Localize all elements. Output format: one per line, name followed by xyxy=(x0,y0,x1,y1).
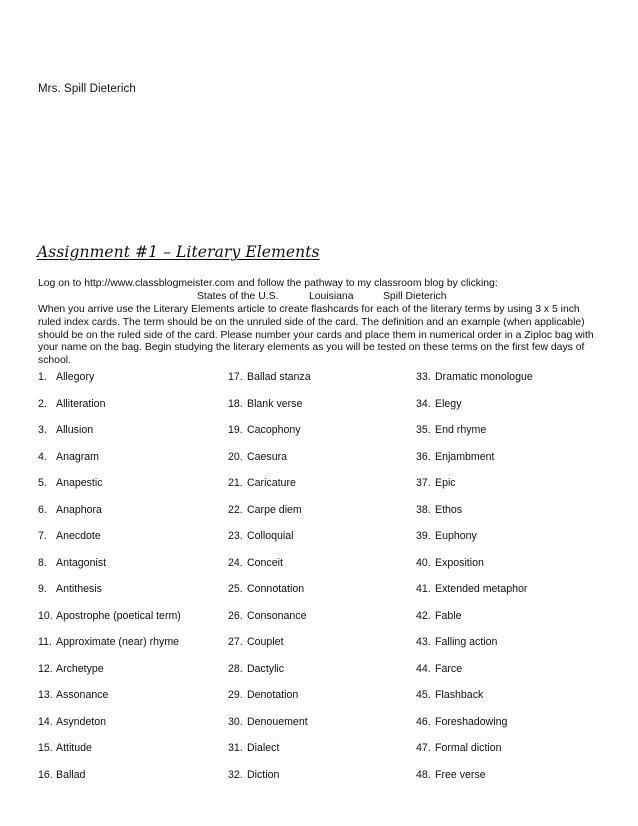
term-list-item xyxy=(38,420,181,447)
term-label: Antithesis xyxy=(56,583,102,595)
term-list-item xyxy=(416,553,533,580)
term-number: 3. xyxy=(38,424,47,436)
term-label: Denotation xyxy=(247,689,299,701)
term-number: 21. xyxy=(228,477,243,489)
term-list-item xyxy=(416,473,533,500)
term-label: Caricature xyxy=(247,477,296,489)
term-label: Farce xyxy=(435,662,463,675)
term-list-item xyxy=(38,685,181,712)
term-label: Dactylic xyxy=(247,662,285,675)
pathway xyxy=(197,291,447,304)
term-number: 4. xyxy=(38,450,47,463)
term-label: Ballad xyxy=(56,768,86,781)
term-label: Anecdote xyxy=(56,530,101,542)
term-label: Allegory xyxy=(56,371,95,383)
term-list-item xyxy=(416,394,533,421)
term-number: 36. xyxy=(416,450,431,463)
term-list-item xyxy=(38,659,181,686)
term-label: Fable xyxy=(435,609,462,622)
instructions: When you arrive use the Literary Elements article to create flashcards for each of the literary terms by using 3 x 5 inch ruled index cards. The term should be on the unruled side of the card. The definition and an example (when applicable) should be on the ruled side of the card. Please number your cards and place them in numerical order in a Ziploc bag with your name on the bag. Begin studying the literary elements as you will be tested on these terms on the first few days of school. xyxy=(38,304,594,367)
term-number: 8. xyxy=(38,556,47,569)
term-label: Dramatic monologue xyxy=(435,371,533,383)
term-list-item xyxy=(228,632,311,659)
term-list-item xyxy=(38,526,181,553)
term-number: 45. xyxy=(416,689,431,701)
term-label: Ethos xyxy=(435,503,463,516)
pathway-step-louisiana: Louisiana xyxy=(309,291,354,302)
term-number: 6. xyxy=(38,503,47,516)
term-number: 12. xyxy=(38,662,53,675)
term-label: Diction xyxy=(247,768,280,781)
term-number: 2. xyxy=(38,397,47,410)
term-list-item xyxy=(228,367,311,394)
term-number: 37. xyxy=(416,477,431,489)
term-list-item xyxy=(228,394,311,421)
term-number: 34. xyxy=(416,397,431,410)
term-number: 5. xyxy=(38,477,47,489)
term-list-item xyxy=(228,447,311,474)
assignment-title: Assignment #1 – Literary Elements xyxy=(37,243,320,261)
term-number: 26. xyxy=(228,609,243,622)
term-list-item xyxy=(416,712,533,739)
term-number: 7. xyxy=(38,530,47,542)
term-number: 33. xyxy=(416,371,431,383)
term-label: Consonance xyxy=(247,609,307,622)
term-list-item xyxy=(38,367,181,394)
term-label: End rhyme xyxy=(435,424,487,436)
term-number: 16. xyxy=(38,768,53,781)
term-number: 9. xyxy=(38,583,47,595)
term-label: Extended metaphor xyxy=(435,583,528,595)
term-number: 20. xyxy=(228,450,243,463)
term-number: 43. xyxy=(416,636,431,648)
term-list-item xyxy=(416,632,533,659)
term-label: Assonance xyxy=(56,689,109,701)
term-list-item xyxy=(38,553,181,580)
term-number: 22. xyxy=(228,503,243,516)
term-label: Formal diction xyxy=(435,742,502,754)
term-list-item xyxy=(416,447,533,474)
term-number: 42. xyxy=(416,609,431,622)
term-number: 46. xyxy=(416,715,431,728)
term-list-item xyxy=(228,712,311,739)
term-label: Denouement xyxy=(247,715,308,728)
term-list-item xyxy=(228,685,311,712)
term-list-item xyxy=(38,500,181,527)
term-number: 15. xyxy=(38,742,53,754)
term-list-item xyxy=(416,500,533,527)
term-number: 30. xyxy=(228,715,243,728)
term-number: 27. xyxy=(228,636,243,648)
term-list-item xyxy=(416,420,533,447)
term-list-item xyxy=(416,659,533,686)
term-label: Colloquial xyxy=(247,530,294,542)
term-list-item xyxy=(38,738,181,765)
term-label: Enjambment xyxy=(435,450,495,463)
term-number: 41. xyxy=(416,583,431,595)
term-label: Couplet xyxy=(247,636,284,648)
term-label: Connotation xyxy=(247,583,305,595)
term-label: Exposition xyxy=(435,556,484,569)
term-list-item xyxy=(228,659,311,686)
term-label: Elegy xyxy=(435,397,462,410)
term-number: 11. xyxy=(38,636,52,648)
term-list-item xyxy=(228,553,311,580)
term-number: 24. xyxy=(228,556,243,569)
term-list-item xyxy=(416,738,533,765)
term-label: Anapestic xyxy=(56,477,103,489)
term-label: Asyndeton xyxy=(56,715,107,728)
term-number: 18. xyxy=(228,397,243,410)
term-list-item xyxy=(38,712,181,739)
term-list-item xyxy=(38,473,181,500)
pathway-step-states: States of the U.S. xyxy=(197,291,279,302)
term-label: Conceit xyxy=(247,556,283,569)
term-list-item xyxy=(38,632,181,659)
term-number: 14. xyxy=(38,715,53,728)
term-list-item xyxy=(228,765,311,792)
term-label: Approximate (near) rhyme xyxy=(56,636,180,648)
term-number: 44. xyxy=(416,662,431,675)
term-label: Falling action xyxy=(435,636,498,648)
term-label: Antagonist xyxy=(56,556,107,569)
term-number: 19. xyxy=(228,424,243,436)
term-number: 38. xyxy=(416,503,431,516)
terms-column-2 xyxy=(228,367,311,791)
term-label: Epic xyxy=(435,477,456,489)
term-number: 39. xyxy=(416,530,431,542)
term-number: 40. xyxy=(416,556,431,569)
term-list-item xyxy=(38,765,181,792)
term-number: 1. xyxy=(38,371,47,383)
term-number: 29. xyxy=(228,689,243,701)
term-label: Euphony xyxy=(435,530,477,542)
term-label: Caesura xyxy=(247,450,288,463)
term-number: 25. xyxy=(228,583,243,595)
term-number: 32. xyxy=(228,768,243,781)
term-label: Free verse xyxy=(435,768,486,781)
term-list-item xyxy=(228,473,311,500)
term-label: Attitude xyxy=(56,742,92,754)
term-list-item xyxy=(228,500,311,527)
term-label: Blank verse xyxy=(247,397,303,410)
term-list-item xyxy=(416,685,533,712)
term-list-item xyxy=(416,765,533,792)
term-list-item xyxy=(228,606,311,633)
term-list-item xyxy=(38,447,181,474)
term-number: 28. xyxy=(228,662,243,675)
term-label: Archetype xyxy=(56,662,104,675)
term-list-item xyxy=(416,606,533,633)
term-number: 10. xyxy=(38,609,53,622)
term-label: Cacophony xyxy=(247,424,301,436)
term-number: 23. xyxy=(228,530,243,542)
term-label: Alliteration xyxy=(56,397,106,410)
term-number: 17. xyxy=(228,371,243,383)
term-label: Carpe diem xyxy=(247,503,302,516)
term-number: 31. xyxy=(228,742,243,754)
term-list-item xyxy=(38,579,181,606)
term-list-item xyxy=(228,579,311,606)
term-list-item xyxy=(38,606,181,633)
terms-column-3 xyxy=(416,367,533,791)
intro-line: Log on to http://www.classblogmeister.com and follow the pathway to my classroom blog by clicking: xyxy=(38,278,498,289)
teacher-name: Mrs. Spill Dieterich xyxy=(38,83,136,95)
term-label: Apostrophe (poetical term) xyxy=(56,609,181,622)
term-label: Anagram xyxy=(56,450,99,463)
term-list-item xyxy=(38,394,181,421)
term-number: 48. xyxy=(416,768,431,781)
term-number: 47. xyxy=(416,742,431,754)
term-number: 13. xyxy=(38,689,53,701)
term-label: Anaphora xyxy=(56,503,102,516)
term-number: 35. xyxy=(416,424,431,436)
term-label: Flashback xyxy=(435,689,484,701)
term-list-item xyxy=(228,526,311,553)
terms-column-1 xyxy=(38,367,181,791)
term-label: Dialect xyxy=(247,742,280,754)
term-label: Ballad stanza xyxy=(247,371,311,383)
term-list-item xyxy=(228,420,311,447)
term-label: Foreshadowing xyxy=(435,715,508,728)
term-list-item xyxy=(416,579,533,606)
term-list-item xyxy=(416,367,533,394)
term-label: Allusion xyxy=(56,424,94,436)
term-list-item xyxy=(416,526,533,553)
pathway-step-teacher: Spill Dieterich xyxy=(383,291,447,302)
term-list-item xyxy=(228,738,311,765)
